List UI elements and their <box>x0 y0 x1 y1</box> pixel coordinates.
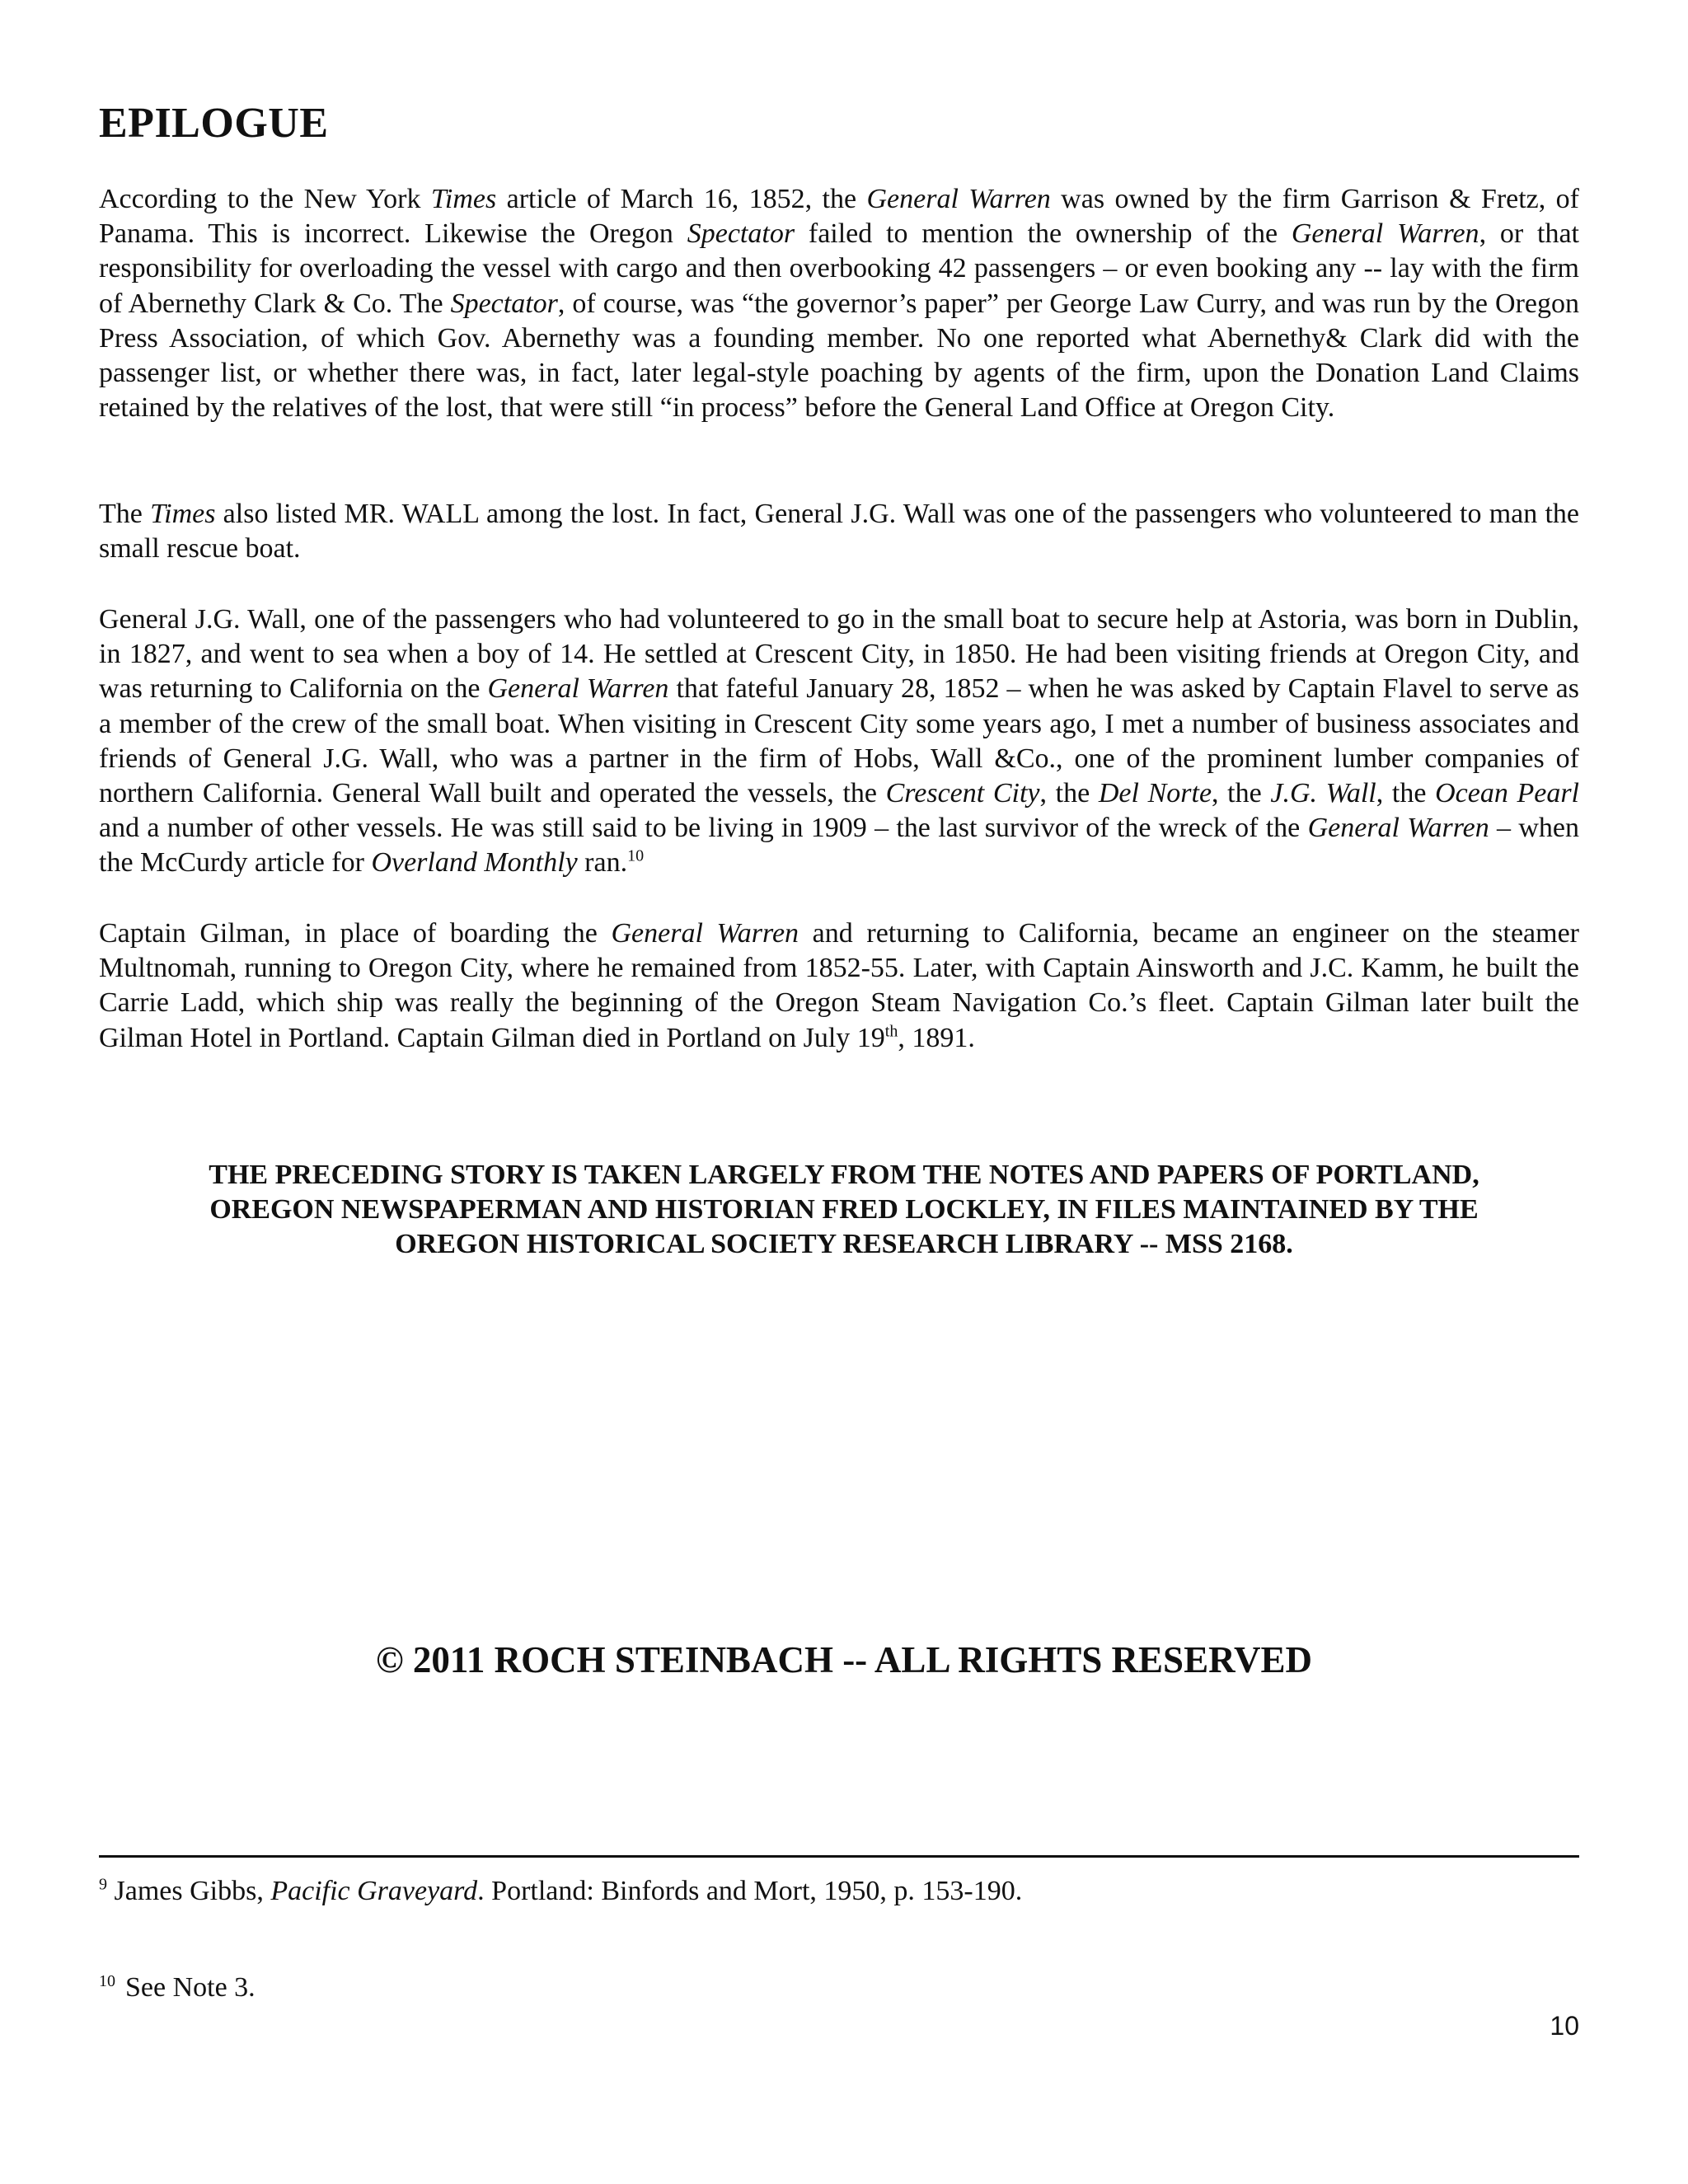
source-credit <box>132 1158 1556 1262</box>
italic-ship-name: General Warren <box>611 918 799 949</box>
text-run: and returning to California, became an engineer on the steamer Multnomah, running to Oregon City, where he remained from 1852-55. Later, with Captain Ainsworth and J.C. Kamm, he built the Carrie Ladd, which ship was really the beginning of the Oregon Steam Navigation Co.’s fleet. Captain Gilman later built the Gilman Hotel in Portland. Captain Gilman died in Portland on July 19 <box>99 918 1579 1053</box>
italic-ship-name: General Warren <box>866 184 1051 214</box>
text-run: , or that responsibility for overloading the vessel with cargo and then overbooking 42 passengers – or even booking any -- lay with the firm of Abernethy Clark & Co. The <box>99 218 1579 319</box>
italic-ship-name: Del Norte <box>1098 778 1212 809</box>
italic-ship-name: Ocean Pearl <box>1435 778 1580 809</box>
text-run: that fateful January 28, 1852 – when he was asked by Captain Flavel to serve as a member of the crew of the small boat. When visiting in Crescent City some years ago, I met a number of business associates and friends of General J.G. Wall, who was a partner in the firm of Hobs, Wall &Co., one of the prominent lumber companies of northern California. General Wall built and operated the vessels, the <box>99 673 1580 809</box>
text-run: failed to mention the ownership of the <box>795 218 1292 250</box>
text-run: The <box>99 499 151 529</box>
text-run: According to the New York <box>99 184 431 214</box>
paragraph-times-article <box>99 182 1579 425</box>
text-run: . Portland: Binfords and Mort, 1950, p. 153-190. <box>477 1876 1023 1906</box>
italic-ship-name: General Warren <box>487 673 669 705</box>
text-run: , of course, was “the governor’s paper” per George Law Curry, and was run by the Oregon Press Association, of which Gov. Abernethy was a founding member. No one reported what Abernethy& Clark did with the passenger list, or whether there was, in fact, later legal-style poaching by agents of the firm, upon the Donation Land Claims retained by the relatives of the lost, that were still “in process” before the General Land Office at Oregon City. <box>99 288 1579 424</box>
italic-ship-name: General Warren <box>1307 813 1489 844</box>
footnote-number: 10 <box>99 1971 115 1990</box>
italic-title: Spectator <box>450 288 558 319</box>
paragraph-mr-wall <box>99 497 1579 566</box>
italic-ship-name: Crescent City <box>885 778 1040 809</box>
italic-title: Times <box>430 184 497 214</box>
text-run: and a number of other vessels. He was still said to be living in 1909 – the last survivor of the wreck of the <box>99 813 1308 844</box>
text-run: ran. <box>577 847 628 879</box>
text-run: , the <box>1039 778 1099 809</box>
text-run: , 1891. <box>898 1022 975 1053</box>
paragraph-general-wall <box>99 602 1579 881</box>
text-run: General J.G. Wall, one of the passengers who had volunteered to go in the small boat to secure help at Astoria, was born in Dublin, in 1827, and went to sea when a boy of 14. He settled at Crescent City, in 1850. He had been visiting friends at Oregon City, and was returning to California on the <box>99 604 1579 705</box>
text-run: – when the McCurdy article for <box>99 813 1579 879</box>
credit-line: OREGON NEWSPAPERMAN AND HISTORIAN FRED LOCKLEY, IN FILES MAINTAINED BY THE <box>209 1194 1479 1225</box>
text-run: also listed MR. WALL among the lost. In fact, General J.G. Wall was one of the passengers who volunteered to man the small rescue boat. <box>99 499 1580 565</box>
credit-line: THE PRECEDING STORY IS TAKEN LARGELY FROM THE NOTES AND PAPERS OF PORTLAND, <box>209 1160 1479 1190</box>
italic-title: Pacific Graveyard <box>270 1876 478 1906</box>
page-number: 10 <box>1550 2011 1579 2041</box>
text-run: , the <box>1376 778 1436 809</box>
text-run: James Gibbs, <box>107 1876 271 1906</box>
footnote-divider <box>99 1855 1579 1858</box>
paragraph-captain-gilman <box>99 916 1579 1056</box>
text-run: Captain Gilman, in place of boarding the <box>99 918 612 949</box>
italic-ship-name: General Warren <box>1291 218 1479 250</box>
italic-title: Spectator <box>687 218 795 250</box>
italic-ship-name: J.G. Wall <box>1270 778 1376 809</box>
text-run: , the <box>1212 778 1271 809</box>
text-run: article of March 16, 1852, the <box>496 184 867 214</box>
text-run: See Note 3. <box>125 1972 256 2003</box>
italic-title: Overland Monthly <box>371 847 578 879</box>
ordinal-suffix: th <box>884 1022 898 1041</box>
text-run: was owned by the firm Garrison & Fretz, of Panama. This is incorrect. Likewise the Oregon <box>99 184 1579 250</box>
copyright-notice: © 2011 ROCH STEINBACH -- ALL RIGHTS RESERVED <box>375 1639 1313 1680</box>
footnote-number: 9 <box>99 1875 107 1894</box>
footnote-marker: 10 <box>627 847 645 866</box>
italic-title: Times <box>150 499 216 529</box>
footnote-10 <box>99 1971 1579 2004</box>
credit-line: OREGON HISTORICAL SOCIETY RESEARCH LIBRARY -- MSS 2168. <box>395 1229 1293 1259</box>
footnote-9 <box>99 1875 1579 1908</box>
page-heading: EPILOGUE <box>99 100 329 147</box>
